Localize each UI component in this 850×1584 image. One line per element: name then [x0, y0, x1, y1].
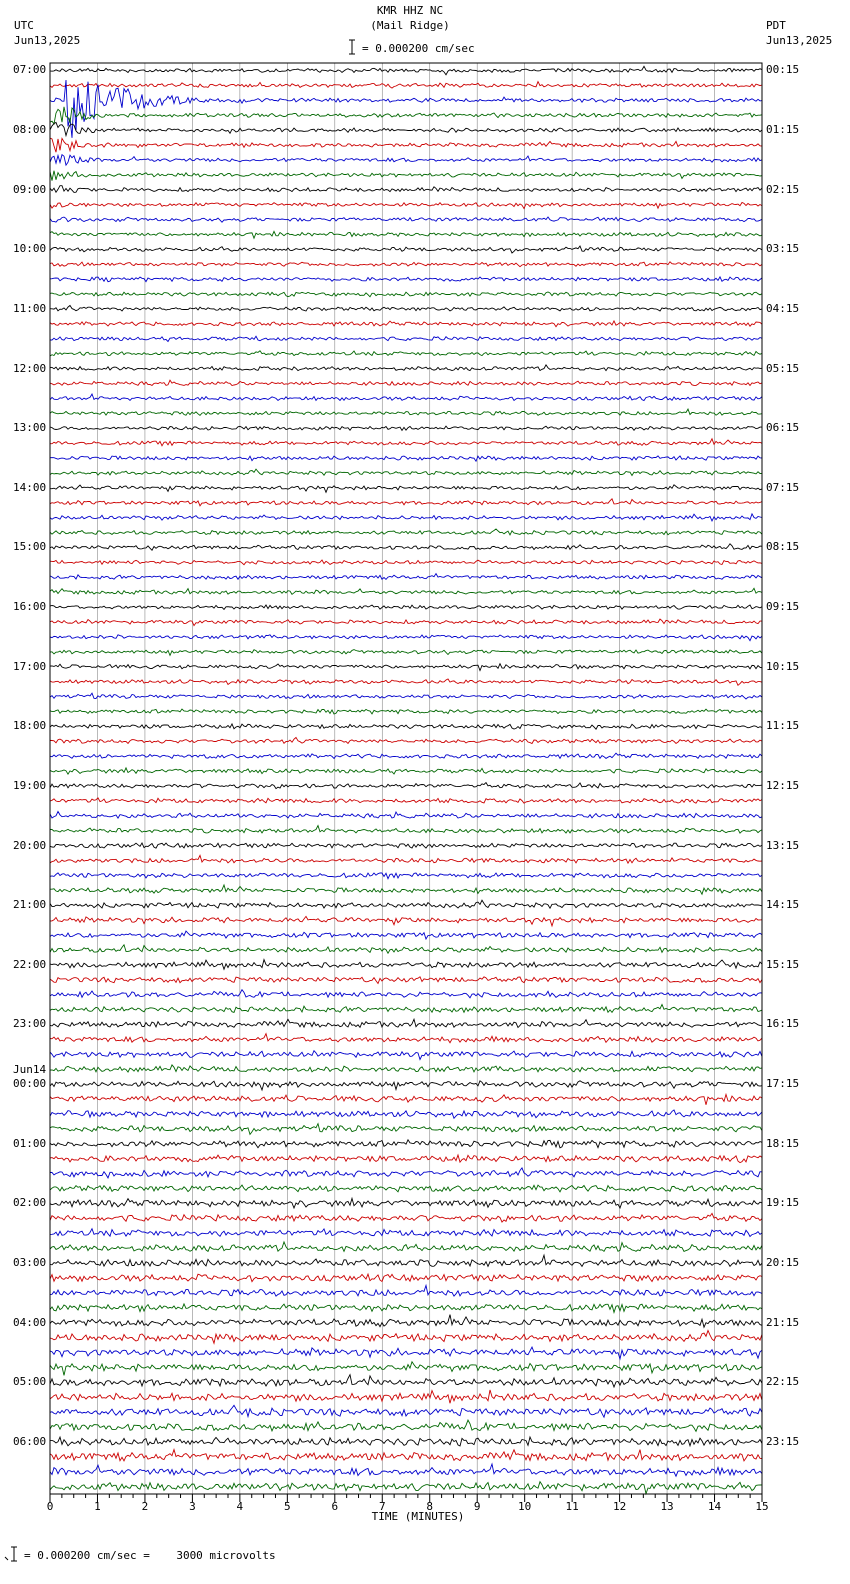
pdt-hour-label: 04:15	[766, 301, 800, 315]
pdt-hour-label: 23:15	[766, 1434, 800, 1448]
pdt-hour-label: 12:15	[766, 778, 800, 792]
trace-line	[50, 394, 762, 401]
x-tick-label: 9	[473, 1500, 481, 1513]
utc-hour-label: 01:00	[13, 1136, 47, 1150]
x-tick-label: 7	[378, 1500, 386, 1513]
trace-line	[50, 873, 762, 879]
trace-line	[50, 1450, 762, 1461]
utc-hour-label: 09:00	[13, 182, 47, 196]
trace-line	[50, 1051, 762, 1060]
trace-line	[50, 1331, 762, 1344]
trace-line	[50, 724, 762, 729]
utc-hour-label: 08:00	[13, 123, 47, 137]
x-tick-label: 6	[331, 1500, 339, 1513]
trace-line	[50, 679, 762, 685]
trace-line	[50, 262, 762, 267]
trace-line	[50, 900, 762, 908]
trace-line	[50, 514, 762, 521]
trace-line	[50, 1094, 762, 1104]
trace-line	[50, 1304, 762, 1313]
trace-line	[50, 107, 762, 124]
trace-line	[50, 485, 762, 493]
trace-line	[50, 1375, 762, 1387]
trace-line	[50, 277, 762, 282]
pdt-hour-label: 03:15	[766, 242, 800, 256]
trace-line	[50, 588, 762, 594]
trace-line	[50, 812, 762, 819]
trace-line	[50, 1347, 762, 1359]
trace-line	[50, 365, 762, 371]
utc-hour-label: 23:00	[13, 1017, 47, 1031]
utc-hour-label: 19:00	[13, 778, 47, 792]
trace-line	[50, 931, 762, 939]
trace-line	[50, 1482, 762, 1494]
pdt-hour-label: 16:15	[766, 1017, 800, 1031]
trace-line	[50, 186, 762, 193]
trace-line	[50, 1213, 762, 1222]
trace-line	[50, 843, 762, 848]
x-tick-label: 3	[189, 1500, 196, 1513]
utc-hour-label: 05:00	[13, 1375, 47, 1389]
trace-line	[50, 1464, 762, 1476]
trace-line	[50, 469, 762, 475]
trace-line	[50, 693, 762, 699]
pdt-hour-label: 08:15	[766, 540, 800, 554]
x-tick-label: 15	[755, 1500, 769, 1513]
trace-line	[50, 1140, 762, 1148]
trace-line	[50, 1110, 762, 1118]
trace-line	[50, 1286, 762, 1297]
utc-hour-label: 22:00	[13, 957, 47, 971]
pdt-hour-label: 09:15	[766, 600, 800, 614]
utc-hour-label: 18:00	[13, 719, 47, 733]
x-axis-title: TIME (MINUTES)	[371, 1510, 465, 1523]
pdt-hour-label: 21:15	[766, 1315, 800, 1329]
pdt-hour-label: 14:15	[766, 898, 800, 912]
trace-line	[50, 499, 762, 506]
trace-line	[50, 321, 762, 327]
pdt-hour-label: 15:15	[766, 957, 800, 971]
utc-hour-label: 03:00	[13, 1255, 47, 1269]
x-tick-label: 4	[236, 1500, 244, 1513]
trace-line	[50, 1362, 762, 1376]
trace-line	[50, 439, 762, 446]
trace-line	[50, 1405, 762, 1417]
trace-line	[50, 855, 762, 863]
trace-line	[50, 1185, 762, 1192]
footer-scale-label: = 0.000200 cm/sec = 3000 microvolts	[24, 1549, 276, 1562]
trace-line	[50, 122, 762, 135]
utc-hour-label: 14:00	[13, 480, 47, 494]
trace-line	[50, 650, 762, 656]
trace-line	[50, 1274, 762, 1282]
trace-line	[50, 1019, 762, 1027]
utc-hour-label: 07:00	[13, 63, 47, 77]
x-tick-label: 10	[518, 1500, 532, 1513]
trace-line	[50, 753, 762, 758]
trace-line	[50, 1229, 762, 1237]
trace-line	[50, 351, 762, 356]
pdt-hour-label: 19:15	[766, 1196, 800, 1210]
trace-line	[50, 709, 762, 714]
left-timezone: UTC	[14, 19, 34, 32]
trace-line	[50, 783, 762, 789]
trace-line	[50, 664, 762, 671]
x-tick-label: 12	[612, 1500, 627, 1513]
date-change-label: Jun14	[13, 1063, 47, 1077]
trace-line	[50, 171, 762, 181]
utc-hour-label: 12:00	[13, 361, 47, 375]
pdt-hour-label: 02:15	[766, 182, 800, 196]
trace-line	[50, 1034, 762, 1043]
x-tick-label: 11	[565, 1500, 579, 1513]
trace-line	[50, 1198, 762, 1208]
trace-line	[50, 292, 762, 297]
utc-hour-label: 00:00	[13, 1077, 47, 1091]
trace-line	[50, 203, 762, 209]
trace-line	[50, 619, 762, 626]
trace-line	[50, 80, 762, 138]
trace-line	[50, 426, 762, 430]
trace-line	[50, 380, 762, 385]
utc-hour-label: 02:00	[13, 1196, 47, 1210]
trace-line	[50, 246, 762, 253]
pdt-hour-label: 13:15	[766, 838, 800, 852]
trace-line	[50, 977, 762, 984]
x-tick-label: 14	[707, 1500, 722, 1513]
utc-hour-label: 06:00	[13, 1434, 47, 1448]
scale-label: = 0.000200 cm/sec	[362, 42, 475, 55]
trace-line	[50, 574, 762, 580]
trace-line	[50, 1390, 762, 1403]
utc-hour-label: 11:00	[13, 301, 47, 315]
trace-line	[50, 1242, 762, 1252]
x-tick-label: 1	[94, 1500, 101, 1513]
trace-line	[50, 409, 762, 415]
pdt-hour-label: 22:15	[766, 1375, 800, 1389]
trace-line	[50, 336, 762, 341]
trace-line	[50, 138, 762, 152]
pdt-hour-label: 05:15	[766, 361, 800, 375]
trace-line	[50, 560, 762, 565]
x-tick-label: 5	[284, 1500, 291, 1513]
trace-line	[50, 798, 762, 803]
utc-hour-label: 10:00	[13, 242, 47, 256]
pdt-hour-label: 00:15	[766, 63, 800, 77]
trace-line	[50, 231, 762, 238]
footer-scale-icon	[4, 1546, 20, 1564]
trace-line	[50, 544, 762, 550]
pdt-hour-label: 11:15	[766, 719, 800, 733]
trace-line	[50, 1420, 762, 1431]
station-code: KMR HHZ NC	[376, 4, 444, 17]
trace-line	[50, 217, 762, 222]
trace-line	[50, 1124, 762, 1135]
trace-line	[50, 1005, 762, 1013]
x-tick-label: 13	[660, 1500, 674, 1513]
left-date: Jun13,2025	[14, 34, 81, 47]
trace-line	[50, 1168, 762, 1178]
utc-hour-label: 17:00	[13, 659, 47, 673]
pdt-hour-label: 01:15	[766, 123, 800, 137]
trace-line	[50, 529, 762, 535]
trace-line	[50, 82, 762, 89]
pdt-hour-label: 17:15	[766, 1077, 800, 1091]
station-name: (Mail Ridge)	[370, 19, 450, 32]
pdt-hour-label: 10:15	[766, 659, 800, 673]
trace-line	[50, 737, 762, 743]
x-tick-label: 0	[46, 1500, 54, 1513]
trace-line	[50, 768, 762, 774]
trace-line	[50, 1155, 762, 1163]
utc-hour-label: 13:00	[13, 421, 47, 435]
trace-line	[50, 945, 762, 953]
trace-line	[50, 1255, 762, 1266]
trace-line	[50, 1081, 762, 1090]
trace-line	[50, 1065, 762, 1072]
trace-line	[50, 456, 762, 461]
pdt-hour-label: 06:15	[766, 421, 800, 435]
utc-hour-label: 16:00	[13, 600, 47, 614]
trace-line	[50, 1315, 762, 1328]
utc-hour-label: 20:00	[13, 838, 47, 852]
utc-hour-label: 15:00	[13, 540, 47, 554]
pdt-hour-label: 07:15	[766, 480, 800, 494]
trace-line	[50, 916, 762, 926]
trace-line	[50, 826, 762, 834]
trace-line	[50, 635, 762, 641]
right-date: Jun13,2025	[766, 34, 833, 47]
pdt-hour-label: 18:15	[766, 1136, 800, 1150]
trace-line	[50, 66, 762, 75]
trace-line	[50, 960, 762, 970]
trace-line	[50, 990, 762, 998]
right-timezone: PDT	[766, 19, 786, 32]
trace-line	[50, 885, 762, 894]
trace-line	[50, 305, 762, 311]
utc-hour-label: 04:00	[13, 1315, 47, 1329]
x-tick-label: 2	[141, 1500, 149, 1513]
utc-hour-label: 21:00	[13, 898, 47, 912]
trace-line	[50, 155, 762, 165]
trace-line	[50, 605, 762, 609]
x-tick-label: 8	[426, 1500, 434, 1513]
trace-line	[50, 1437, 762, 1446]
pdt-hour-label: 20:15	[766, 1255, 800, 1269]
